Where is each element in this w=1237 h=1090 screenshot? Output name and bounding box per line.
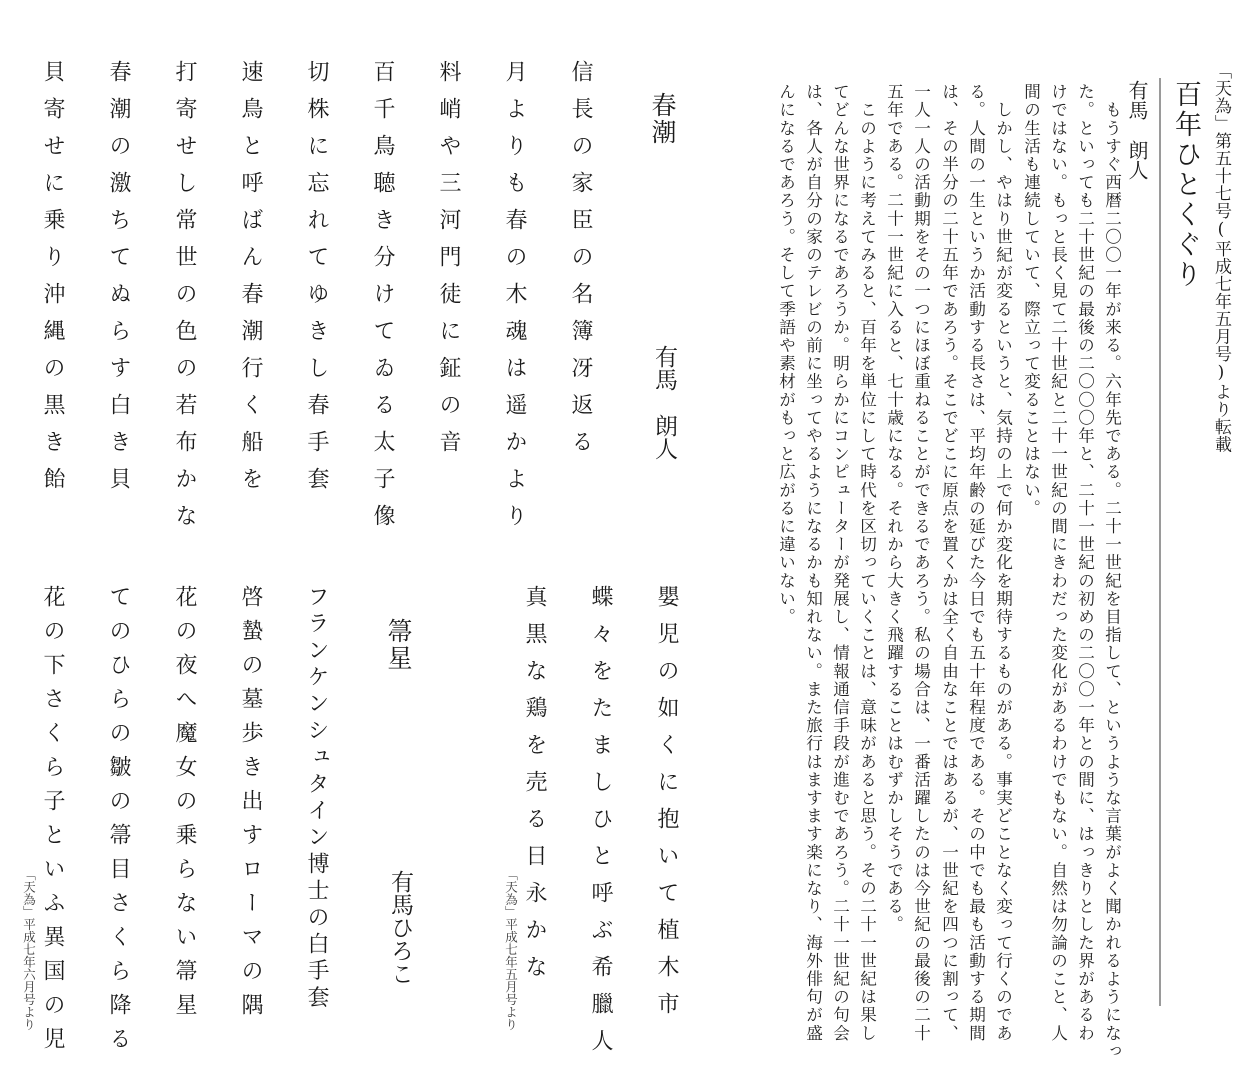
essay-line: 一人一人の活動期をその一つにほぼ重ねることができるであろう。私の場合は、一番活躍したのは今世紀の最後の二十 [911, 83, 931, 1043]
haiku-poem: 春潮の激ちてぬらす白き貝 [106, 60, 131, 504]
haiku-poem: 速鳥と呼ばん春潮行く船を [238, 60, 263, 504]
haiku-poem: 信長の家臣の名簿冴返る [568, 60, 593, 467]
essay-line: 五年である。二十一世紀に入ると、七十歳になる。それから大きく飛躍することはむずかしそうである。 [884, 83, 904, 934]
essay-line: は、その半分の二十五年であろう。そこでどこに原点を置くかは全く自由なことではあるが、一世紀を四つに割って、 [939, 83, 959, 1043]
haiku-poem: 貝寄せに乗り沖縄の黒き飴 [40, 60, 65, 504]
haiku-poem: 花の夜へ魔女の乗らない箒星 [172, 585, 197, 1027]
essay-source: 「天為」第五十七号(平成七年五月号)より転載 [1211, 62, 1231, 453]
haiku-poem: 真黒な鶏を売る日永かな [522, 585, 547, 992]
haiku-poem: 切株に忘れてゆきし春手套 [304, 60, 329, 504]
essay-line: もうすぐ西暦二〇〇一年が来る。六年先である。二十一世紀を目指して、というような言葉がよく聞かれるようになっ [1102, 83, 1122, 1061]
haiku-poem: 嬰児の如くに抱いて植木市 [654, 585, 679, 1029]
haiku-poem: 花の下さくら子といふ異国の児 [40, 585, 65, 1061]
haiku-set-2-credit: 「天為」平成七年六月号より [21, 868, 37, 1031]
essay-line: このように考えてみると、百年を単位にして時代を区切っていくことは、意味があると思う。その二十一世紀は果し [857, 83, 877, 1043]
haiku-set-1-credit: 「天為」平成七年五月号より [503, 868, 519, 1031]
haiku-poem: 百千鳥聴き分けてゐる太子像 [370, 60, 395, 541]
essay-line: る。人間の一生というか活動する長さは、平均年齢の延びた今日でも五十年程度である。その中でも最も活動する期間 [966, 83, 986, 1043]
divider-rule [1159, 78, 1161, 1006]
essay-author: 有馬 朗人 [1125, 80, 1149, 180]
essay-line: しかし、やはり世紀が変るというと、気持の上で何か変化を期待するものがある。事実どことなく変って行くのであ [993, 83, 1013, 1043]
haiku-set-2-title: 箒星 [384, 618, 413, 672]
essay-line: は、各人が自分の家のテレビの前に坐ってやるようになるかも知れない。また旅行はますます楽になり、海外俳句が盛 [803, 83, 823, 1043]
haiku-poem: 打寄せし常世の色の若布かな [172, 60, 197, 541]
essay-line: けではない。もっと長く見て二十世紀と二十一世紀の間にきわだった変化があるわけでもない。自然は勿論のこと、人 [1048, 83, 1068, 1043]
haiku-poem: 啓蟄の墓歩き出すローマの隅 [238, 585, 263, 1027]
essay-line: 間の生活も連続していて、際立って変ることはない。 [1021, 83, 1041, 518]
essay-line: んになるであろう。そして季語や素材がもっと広がるに違いない。 [776, 83, 796, 626]
haiku-set-1-author: 有馬 朗人 [651, 345, 677, 460]
haiku-poem: てのひらの皺の箒目さくら降る [106, 585, 131, 1061]
essay-line: た。といっても二十世紀の最後の二〇〇〇年と、二十一世紀の初めの二〇〇一年との間に、はっきりとした界があるわ [1075, 83, 1095, 1043]
essay-title: 百年ひとくぐり [1170, 80, 1201, 290]
haiku-poem: フランケンシュタイン博士の白手套 [304, 585, 329, 1013]
haiku-poem: 蝶々をたましひと呼ぶ希臘人 [588, 585, 613, 1066]
haiku-poem: 料峭や三河門徒に鉦の音 [436, 60, 461, 467]
haiku-set-2-author: 有馬ひろこ [387, 870, 413, 985]
haiku-poem: 月よりも春の木魂は遥かより [502, 60, 527, 541]
essay-line: てどんな世界になるであろうか。明らかにコンピューターが発展し、情報通信手段が進むであろう。二十一世紀の句会 [830, 83, 850, 1043]
haiku-set-1-title: 春潮 [648, 92, 677, 146]
